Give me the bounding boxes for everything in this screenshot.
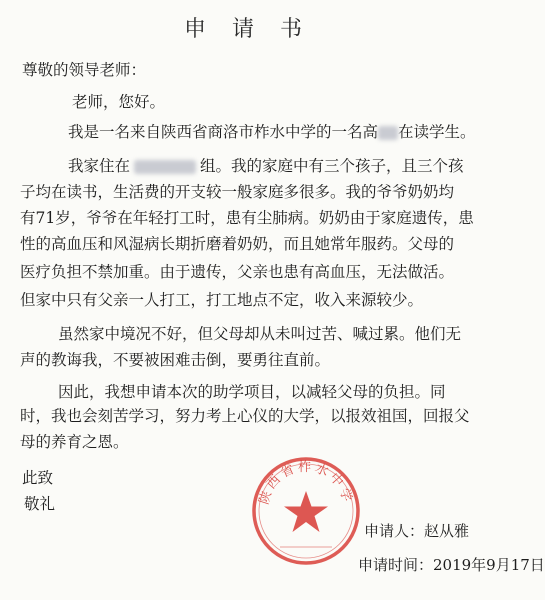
letter-title: 申请书 <box>183 17 328 42</box>
home-text-a: 我家住在 <box>68 157 131 175</box>
closing-line-1: 此致 <box>22 469 54 487</box>
body-line-1: 子均在读书，生活费的开支较一般家庭多很多。我的爷爷奶奶均 <box>20 183 455 201</box>
redacted-address <box>134 160 196 174</box>
seal-text: 陕西省柞水中学 <box>256 459 356 507</box>
body-line-6: 虽然家中境况不好，但父母却从未叫过苦、喊过累。他们无 <box>58 325 462 343</box>
redacted-grade <box>378 126 398 140</box>
body-line-5: 但家中只有父亲一人打工，打工地点不定，收入来源较少。 <box>20 291 424 309</box>
body-line-10: 母的养育之恩。 <box>20 433 129 451</box>
applicant-name: 申请人：赵从雅 <box>364 522 470 540</box>
home-text-b: 组。我的家庭中有三个孩子，且三个孩 <box>200 157 464 175</box>
school-seal <box>250 455 362 567</box>
intro-text-a: 我是一名来自陕西省商洛市柞水中学的一名高 <box>68 123 379 141</box>
body-line-4: 医疗负担不禁加重。由于遗传，父亲也患有高血压，无法做活。 <box>20 263 455 281</box>
body-line-8: 因此，我想申请本次的助学项目，以减轻父母的负担。同 <box>58 383 446 401</box>
salutation: 尊敬的领导老师： <box>22 61 147 79</box>
application-date: 申请时间：2019年9月17日 <box>358 556 545 574</box>
body-line-7: 声的教诲我，不要被困难击倒，要勇往直前。 <box>20 351 331 369</box>
greeting: 老师，您好。 <box>72 93 166 111</box>
home-line <box>68 156 464 176</box>
closing-line-2: 敬礼 <box>24 495 56 513</box>
body-line-2: 有71岁，爷爷在年轻打工时，患有尘肺病。奶奶由于家庭遗传，患 <box>20 209 474 227</box>
intro-line <box>68 122 476 142</box>
body-line-3: 性的高血压和风湿病长期折磨着奶奶，而且她常年服药。父母的 <box>20 235 455 253</box>
intro-text-b: 在读学生。 <box>398 123 476 141</box>
body-line-9: 时，我也会刻苦学习，努力考上心仪的大学，以报效祖国，回报父 <box>20 407 470 425</box>
